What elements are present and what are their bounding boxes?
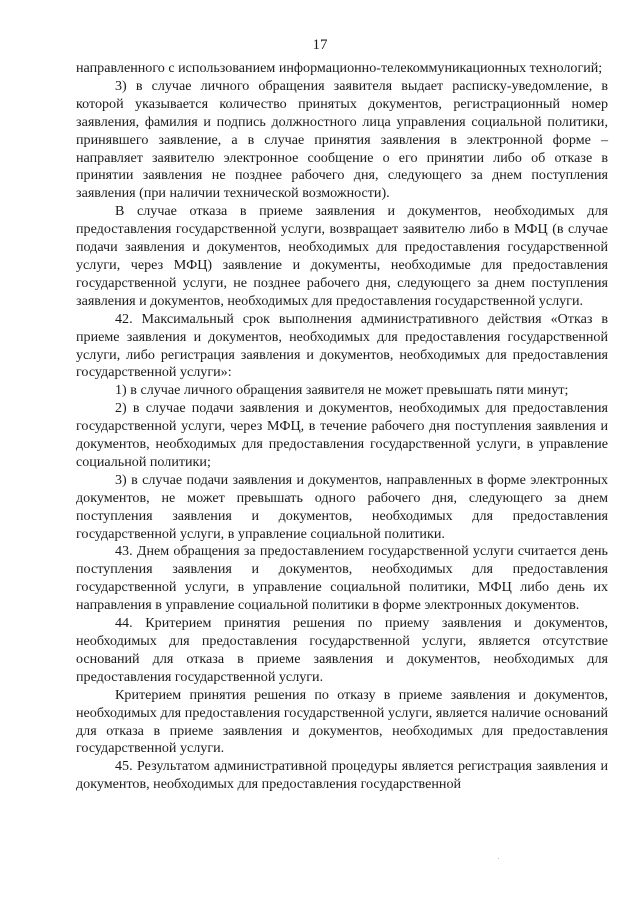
paragraph-42-item-1: 1) в случае личного обращения заявителя не может превышать пяти минут; — [115, 382, 569, 399]
paragraph-43-day-of-request: 43. Днем обращения за предоставлением государственной услуги считается день поступления заявления и документов, необходимых для предоставления государственной услуги, в управление социальной политики, МФЦ либо день их направления в управление социальной политики в форме электронных документов. — [76, 543, 608, 614]
paragraph-44-refusal-criterion: Критерием принятия решения по отказу в приеме заявления и документов, необходимых для предоставления государственной услуги, является наличие оснований для отказа в приеме заявления и документов, необходимых для предоставления государственной услуги. — [76, 686, 608, 757]
paragraph-44-acceptance-criterion: 44. Критерием принятия решения по приему заявления и документов, необходимых для предоставления государственной услуги, является отсутствие оснований для отказа в приеме заявления и документов, необходимых для предоставления государственной услуги. — [76, 615, 608, 685]
paragraph-42-item-3: 3) в случае подачи заявления и документов, направленных в форме электронных документов, не может превышать одного рабочего дня, следующего за днем поступления заявления и документов, необходимых для предоставления государственной услуги, в управление социальной политики. — [76, 471, 608, 542]
paragraph-continuation: направленного с использованием информационно-телекоммуникационных технологий; — [76, 60, 603, 76]
paragraph-42-max-term: 42. Максимальный срок выполнения административного действия «Отказ в приеме заявления и документов, необходимых для предоставления государственной услуги, либо регистрация заявления и документов, необходимых для предоставления государственной услуги»: — [76, 310, 608, 381]
paragraph-45-result: 45. Результатом административной процедуры является регистрация заявления и документов, необходимых для предоставления государственной — [76, 758, 608, 793]
paragraph-refusal-return: В случае отказа в приеме заявления и документов, необходимых для предоставления государственной услуги, возвращает заявителю либо в МФЦ (в случае подачи заявления и документов, необходимых для предоставления государственной услуги, через МФЦ) заявление и документы, необходимые для предоставления государственной услуги, не позднее рабочего дня, следующего за днем поступления заявления и документов, необходимых для предоставления государственной услуги. — [76, 203, 608, 309]
scan-dot — [498, 858, 499, 859]
paragraph-42-item-2: 2) в случае подачи заявления и документов, необходимых для предоставления государственной услуги, через МФЦ, в течение рабочего дня поступления заявления и документов, необходимых для предоставления государственной услуги, в управление социальной политики; — [76, 400, 608, 470]
document-body — [76, 60, 608, 794]
paragraph-item-3-receipt: 3) в случае личного обращения заявителя выдает расписку-уведомление, в которой указывается количество принятых документов, регистрационный номер заявления, фамилия и подпись должностного лица управления социальной политики, принявшего заявление, а в случае принятия заявления в электронной форме – направляет заявителю электронное сообщение о его принятии либо об отказе в принятии заявления не позднее рабочего дня, следующего за днем поступления заявления (при наличии технической возможности). — [76, 77, 608, 202]
page-number: 17 — [312, 37, 328, 53]
